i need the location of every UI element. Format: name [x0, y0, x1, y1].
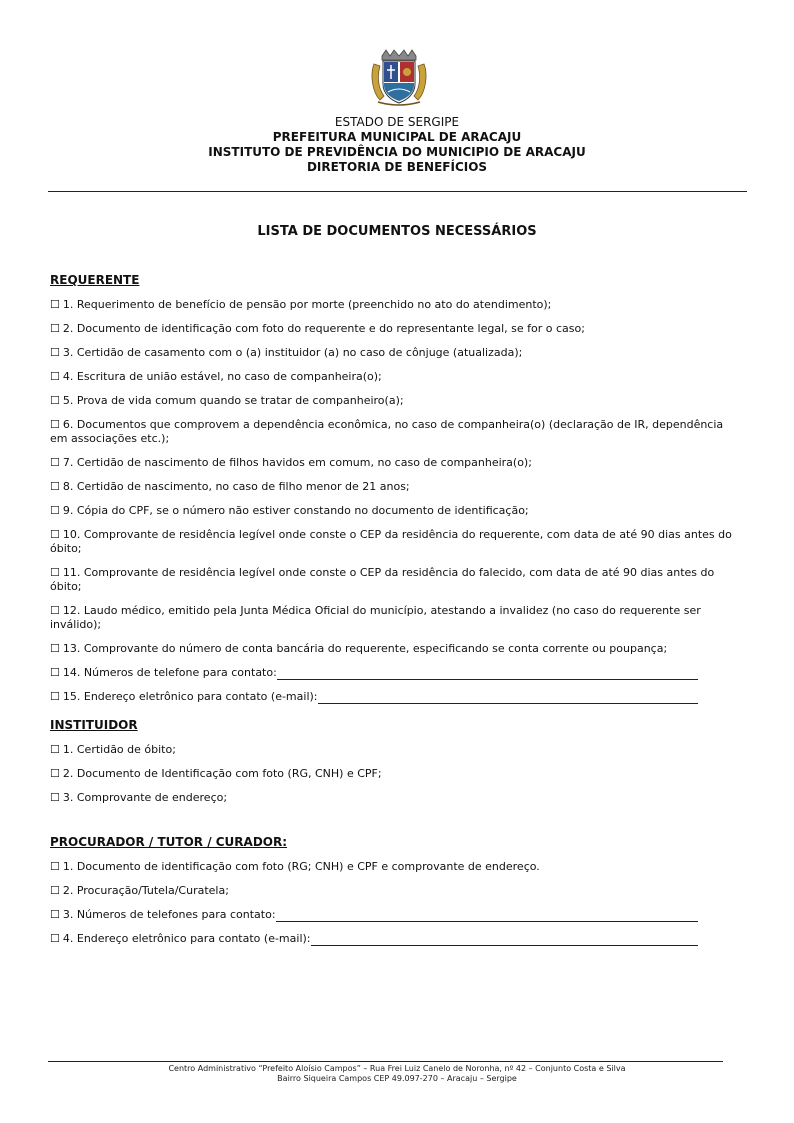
checklist-item [50, 346, 740, 360]
checklist-item-label: 3. Números de telefones para contato: [62, 908, 276, 921]
document-footer [0, 1064, 794, 1084]
checklist-item [50, 456, 740, 470]
checklist-item [50, 642, 740, 656]
checklist-item-label: 11. Comprovante de residência legível onde conste o CEP da residência do falecido, com data de até 90 dias antes do óbito; [50, 566, 715, 593]
section-title: PROCURADOR / TUTOR / CURADOR: [50, 835, 288, 849]
section-title: REQUERENTE [50, 273, 140, 287]
checklist-item [50, 322, 740, 336]
coat-of-arms-icon [368, 48, 430, 106]
checklist-item-label: 8. Certidão de nascimento, no caso de filho menor de 21 anos; [62, 480, 410, 493]
checkbox-icon[interactable]: ☐ [50, 932, 60, 945]
checkbox-icon[interactable]: ☐ [50, 418, 60, 431]
section-procurador [50, 835, 740, 956]
checklist-item-label: 2. Documento de identificação com foto do requerente e do representante legal, se for o caso; [62, 322, 585, 335]
checklist-item-label: 1. Documento de identificação com foto (RG; CNH) e CPF e comprovante de endereço. [62, 860, 540, 873]
checkbox-icon[interactable]: ☐ [50, 456, 60, 469]
checklist-item-label: 3. Certidão de casamento com o (a) instituidor (a) no caso de cônjuge (atualizada); [62, 346, 523, 359]
checklist-item-label: 12. Laudo médico, emitido pela Junta Médica Oficial do município, atestando a invalidez (no caso do requerente ser inválido); [50, 604, 701, 631]
checkbox-icon[interactable]: ☐ [50, 908, 60, 921]
checkbox-icon[interactable]: ☐ [50, 860, 60, 873]
checklist-item-label: 10. Comprovante de residência legível onde conste o CEP da residência do requerente, com data de até 90 dias antes do óbito; [50, 528, 732, 555]
checklist-item-label: 2. Documento de Identificação com foto (RG, CNH) e CPF; [62, 767, 382, 780]
checklist-item [50, 394, 740, 408]
checkbox-icon[interactable]: ☐ [50, 767, 60, 780]
footer-divider [48, 1061, 723, 1062]
checkbox-icon[interactable]: ☐ [50, 884, 60, 897]
checklist-item [50, 504, 740, 518]
checkbox-icon[interactable]: ☐ [50, 566, 60, 579]
checkbox-icon[interactable]: ☐ [50, 743, 60, 756]
checklist-item [50, 908, 740, 922]
section-requerente [50, 273, 740, 714]
checklist-item [50, 767, 740, 781]
checklist-item-label: 14. Números de telefone para contato: [62, 666, 277, 679]
checklist-item-label: 15. Endereço eletrônico para contato (e-mail): [62, 690, 318, 703]
checklist-item [50, 528, 740, 556]
footer-line-1: Centro Administrativo “Prefeito Aloísio Campos” – Rua Frei Luiz Canelo de Noronha, nº 42 – Conjunto Costa e Silva [168, 1064, 626, 1073]
checklist-item [50, 418, 740, 446]
checklist-item [50, 298, 740, 312]
fill-in-line[interactable] [311, 933, 699, 946]
checklist-item-label: 7. Certidão de nascimento de filhos havidos em comum, no caso de companheira(o); [62, 456, 532, 469]
checklist-item [50, 932, 740, 946]
checklist-item-label: 5. Prova de vida comum quando se tratar de companheiro(a); [62, 394, 404, 407]
checklist-item [50, 884, 740, 898]
checklist-item [50, 566, 740, 594]
checklist-item [50, 743, 740, 757]
checkbox-icon[interactable]: ☐ [50, 666, 60, 679]
checkbox-icon[interactable]: ☐ [50, 298, 60, 311]
checklist-item [50, 666, 740, 680]
header-prefeitura: PREFEITURA MUNICIPAL DE ARACAJU [272, 130, 522, 144]
checkbox-icon[interactable]: ☐ [50, 504, 60, 517]
checkbox-icon[interactable]: ☐ [50, 791, 60, 804]
checklist-item-label: 13. Comprovante do número de conta bancária do requerente, especificando se conta corrente ou poupança; [62, 642, 668, 655]
footer-line-2: Bairro Siqueira Campos CEP 49.097-270 – Aracaju – Sergipe [277, 1074, 517, 1083]
checklist-item [50, 690, 740, 704]
checklist-item [50, 860, 740, 874]
header-state: ESTADO DE SERGIPE [334, 115, 460, 129]
checklist-item-label: 4. Endereço eletrônico para contato (e-mail): [62, 932, 311, 945]
checklist-item-label: 3. Comprovante de endereço; [62, 791, 228, 804]
checklist-item-label: 1. Certidão de óbito; [62, 743, 176, 756]
checklist-item-label: 4. Escritura de união estável, no caso de companheira(o); [62, 370, 382, 383]
checklist-item-label: 9. Cópia do CPF, se o número não estiver constando no documento de identificação; [62, 504, 529, 517]
fill-in-line[interactable] [276, 909, 698, 922]
checklist-item-label: 2. Procuração/Tutela/Curatela; [62, 884, 229, 897]
checklist-item [50, 604, 740, 632]
checklist-item [50, 480, 740, 494]
document-header [0, 115, 794, 175]
checkbox-icon[interactable]: ☐ [50, 322, 60, 335]
header-diretoria: DIRETORIA DE BENEFÍCIOS [306, 160, 488, 174]
checkbox-icon[interactable]: ☐ [50, 528, 60, 541]
checkbox-icon[interactable]: ☐ [50, 480, 60, 493]
fill-in-line[interactable] [277, 667, 698, 680]
section-title: INSTITUIDOR [50, 718, 138, 732]
fill-in-line[interactable] [318, 691, 699, 704]
checkbox-icon[interactable]: ☐ [50, 642, 60, 655]
document-title: LISTA DE DOCUMENTOS NECESSÁRIOS [257, 224, 537, 239]
checkbox-icon[interactable]: ☐ [50, 690, 60, 703]
checklist-item [50, 370, 740, 384]
checkbox-icon[interactable]: ☐ [50, 604, 60, 617]
header-divider [48, 191, 747, 192]
checkbox-icon[interactable]: ☐ [50, 346, 60, 359]
header-instituto: INSTITUTO DE PREVIDÊNCIA DO MUNICIPIO DE ARACAJU [208, 145, 586, 159]
checkbox-icon[interactable]: ☐ [50, 370, 60, 383]
checklist-item-label: 6. Documentos que comprovem a dependência econômica, no caso de companheira(o) (declaração de IR, dependência em associações etc.); [50, 418, 724, 445]
checklist-item-label: 1. Requerimento de benefício de pensão por morte (preenchido no ato do atendimento); [62, 298, 552, 311]
section-instituidor [50, 718, 740, 815]
checklist-item [50, 791, 740, 805]
checkbox-icon[interactable]: ☐ [50, 394, 60, 407]
